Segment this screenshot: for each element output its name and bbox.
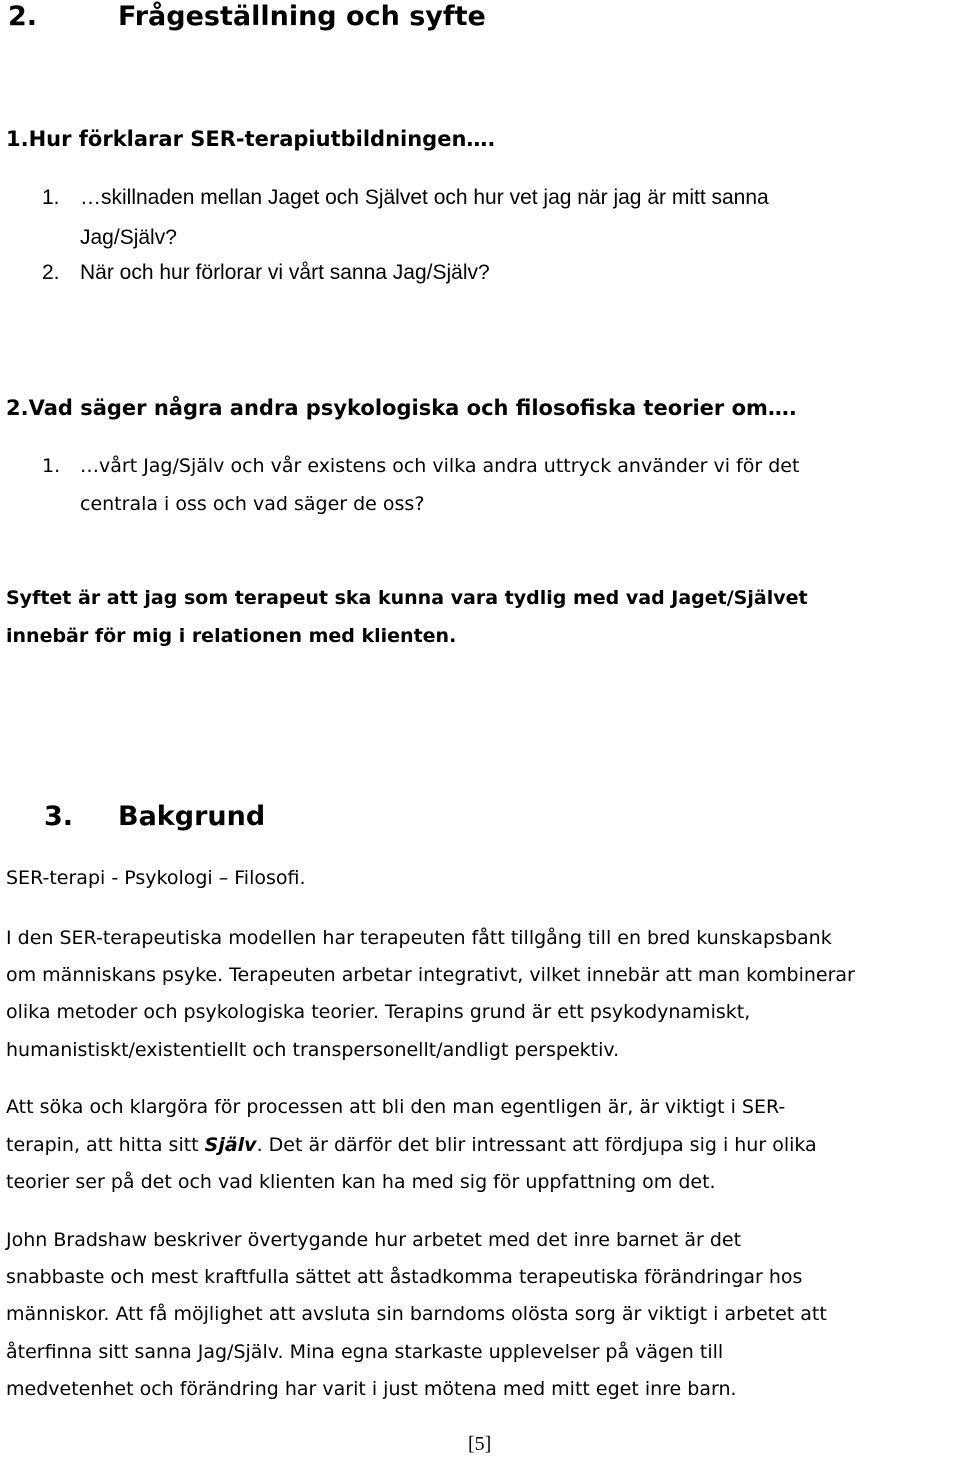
- q2-item-1-line-1: …vårt Jag/Själv och vår existens och vilka andra uttryck använder vi för det: [80, 455, 800, 477]
- paragraph-3-line-1: John Bradshaw beskriver övertygande hur arbetet med det inre barnet är det: [6, 1229, 742, 1251]
- purpose-line-2: innebär för mig i relationen med klienten.: [6, 625, 457, 647]
- emphasis-self: Själv: [204, 1134, 257, 1156]
- section-3-number: 3.: [44, 801, 74, 832]
- q2-item-1-line-2: centrala i oss och vad säger de oss?: [80, 493, 425, 515]
- paragraph-2-line-2-end: . Det är därför det blir intressant att fördjupa sig i hur olika: [256, 1134, 817, 1156]
- paragraph-2-line-2-start: terapin, att hitta sitt: [6, 1134, 205, 1156]
- section-2-number: 2.: [8, 1, 38, 32]
- paragraph-2-line-2: [6, 1134, 817, 1156]
- q1-item-1-number: 1.: [42, 186, 60, 209]
- question-2-heading: 2.Vad säger några andra psykologiska och filosofiska teorier om….: [6, 396, 797, 420]
- paragraph-3-line-3: människor. Att få möjlighet att avsluta sin barndoms olösta sorg är viktigt i arbetet att: [6, 1303, 827, 1325]
- paragraph-1-line-2: om människans psyke. Terapeuten arbetar integrativt, vilket innebär att man kombinerar: [6, 964, 855, 986]
- section-2-title: Frågeställning och syfte: [118, 1, 486, 32]
- page-number: [5]: [468, 1433, 492, 1455]
- q1-item-2-line-1: När och hur förlorar vi vårt sanna Jag/Själv?: [80, 261, 490, 284]
- q1-item-1-line-2: Jag/Själv?: [80, 226, 177, 249]
- paragraph-2-line-1: Att söka och klargöra för processen att bli den man egentligen är, är viktigt i SER-: [6, 1096, 786, 1118]
- paragraph-3-line-4: återfinna sitt sanna Jag/Själv. Mina egna starkaste upplevelser på vägen till: [6, 1341, 724, 1363]
- paragraph-1-line-4: humanistiskt/existentiellt och transpersonellt/andligt perspektiv.: [6, 1039, 620, 1061]
- purpose-line-1: Syftet är att jag som terapeut ska kunna vara tydlig med vad Jaget/Självet: [6, 587, 808, 609]
- q1-item-1-line-1: …skillnaden mellan Jaget och Självet och hur vet jag när jag är mitt sanna: [80, 186, 769, 209]
- q1-item-2-number: 2.: [42, 261, 60, 284]
- paragraph-3-line-5: medvetenhet och förändring har varit i just mötena med mitt eget inre barn.: [6, 1378, 737, 1400]
- paragraph-3-line-2: snabbaste och mest kraftfulla sättet att åstadkomma terapeutiska förändringar hos: [6, 1266, 803, 1288]
- section-3-subtitle: SER-terapi - Psykologi – Filosofi.: [6, 867, 306, 889]
- paragraph-1-line-1: I den SER-terapeutiska modellen har terapeuten fått tillgång till en bred kunskapsbank: [6, 927, 832, 949]
- section-3-title: Bakgrund: [118, 801, 266, 832]
- question-1-heading: 1.Hur förklarar SER-terapiutbildningen….: [6, 127, 496, 151]
- paragraph-2-line-3: teorier ser på det och vad klienten kan ha med sig för uppfattning om det.: [6, 1171, 716, 1193]
- q2-item-1-number: 1.: [42, 455, 61, 477]
- paragraph-1-line-3: olika metoder och psykologiska teorier. Terapins grund är ett psykodynamiskt,: [6, 1001, 751, 1023]
